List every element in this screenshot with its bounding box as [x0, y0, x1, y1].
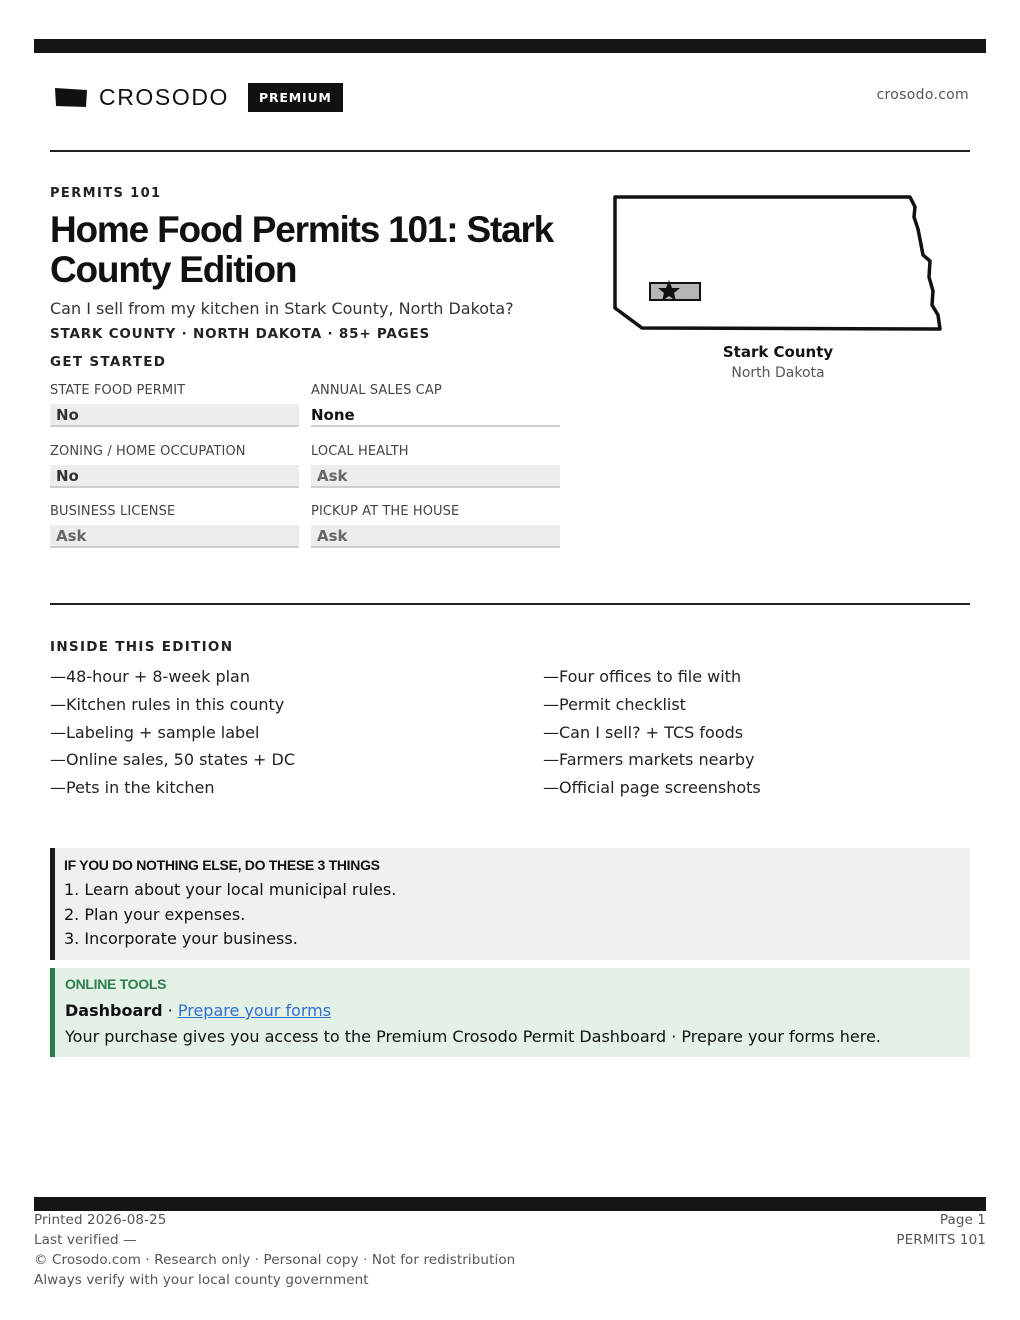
toc-right-column [543, 666, 761, 805]
black-flag-shape-icon [54, 86, 88, 108]
must-do-callout [50, 848, 970, 960]
toc-item: —Official page screenshots [543, 778, 761, 798]
field-local-health [311, 443, 560, 488]
brand [54, 83, 343, 111]
brand-name: CROSODO [99, 83, 230, 110]
toc-item: —48-hour + 8-week plan [50, 667, 250, 686]
subtitle: Can I sell from my kitchen in Stark County, North Dakota? [50, 299, 514, 318]
field-value: Ask [50, 525, 299, 548]
page-number: Page 1 [939, 1212, 986, 1228]
inside-heading: INSIDE THIS EDITION [50, 639, 234, 655]
header-divider [50, 150, 970, 152]
online-tools-callout [50, 968, 970, 1057]
online-tools-heading: ONLINE TOOLS [65, 976, 167, 992]
field-business-license [50, 503, 299, 548]
field-value: None [311, 404, 560, 427]
toc-left-column [50, 666, 295, 805]
field-label: ZONING / HOME OCCUPATION [50, 444, 246, 459]
map-state-label: North Dakota [731, 365, 825, 381]
field-label: ANNUAL SALES CAP [311, 383, 442, 398]
last-verified: Last verified — [34, 1232, 137, 1248]
must-do-list [64, 879, 970, 953]
must-do-item: 2. Plan your expenses. [64, 904, 246, 924]
top-bar [34, 39, 986, 53]
toc-item: —Four offices to file with [543, 667, 742, 686]
footer-section: PERMITS 101 [896, 1232, 986, 1248]
toc-item: —Permit checklist [543, 694, 686, 714]
state-outline [615, 197, 940, 329]
disclaimer: Always verify with your local county government [34, 1272, 369, 1288]
toc-item: —Kitchen rules in this county [50, 694, 285, 714]
prepare-forms-link[interactable]: Prepare your forms [177, 1001, 332, 1020]
field-label: LOCAL HEALTH [311, 444, 409, 459]
toc-item: —Can I sell? + TCS foods [543, 722, 744, 742]
section-divider [50, 603, 970, 605]
field-annual-sales-cap [311, 382, 560, 427]
dashboard-description: Your purchase gives you access to the Premium Crosodo Permit Dashboard · Prepare your forms here. [65, 1027, 881, 1046]
field-label: STATE FOOD PERMIT [50, 383, 186, 398]
field-value: Ask [311, 525, 560, 548]
dashboard-label: Dashboard [65, 1001, 163, 1020]
field-pickup-at-the-house [311, 503, 560, 548]
premium-badge: PREMIUM [248, 83, 343, 112]
must-do-item: 1. Learn about your local municipal rules. [64, 880, 397, 899]
toc-item: —Online sales, 50 states + DC [50, 750, 296, 770]
meta-line: STARK COUNTY · NORTH DAKOTA · 85+ PAGES [50, 326, 431, 342]
toc-item: —Pets in the kitchen [50, 778, 215, 798]
field-zoning-home-occupation [50, 443, 299, 488]
field-label: BUSINESS LICENSE [50, 504, 176, 519]
state-map [612, 193, 944, 333]
map-county-label: Stark County [722, 343, 834, 361]
toc-item: —Farmers markets nearby [543, 750, 755, 770]
kicker: PERMITS 101 [50, 186, 162, 201]
must-do-item: 3. Incorporate your business. [64, 929, 298, 948]
field-label: PICKUP AT THE HOUSE [311, 504, 460, 519]
printed-date: Printed 2026-08-25 [34, 1212, 167, 1228]
dashboard-line [65, 1000, 970, 1022]
must-do-heading: IF YOU DO NOTHING ELSE, DO THESE 3 THINGS [64, 857, 380, 873]
field-state-food-permit [50, 382, 299, 427]
toc-item: —Labeling + sample label [50, 722, 260, 742]
field-value: Ask [311, 465, 560, 488]
page-title: Home Food Permits 101: Stark County Edition [50, 209, 554, 290]
site-url: crosodo.com [876, 87, 969, 103]
copyright: © Crosodo.com · Research only · Personal copy · Not for redistribution [34, 1252, 516, 1268]
separator: · [162, 1001, 178, 1020]
get-started-heading: GET STARTED [50, 354, 167, 370]
field-value: No [50, 465, 299, 488]
field-value: No [50, 404, 299, 427]
bottom-bar [34, 1197, 986, 1211]
